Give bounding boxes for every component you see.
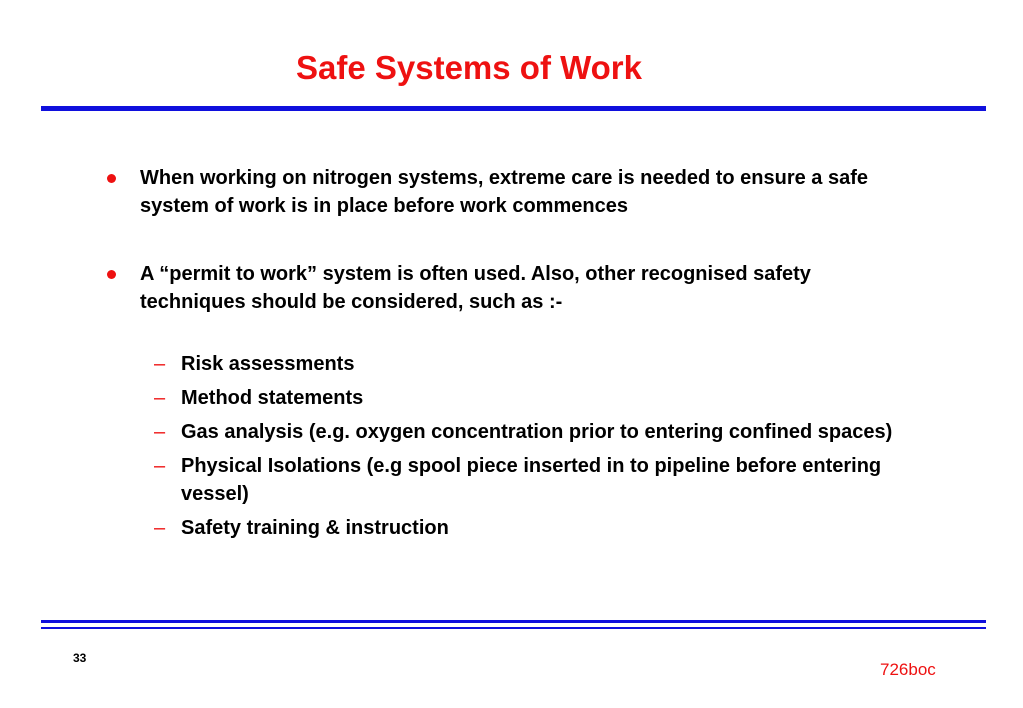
sub-item-text: Physical Isolations (e.g spool piece inserted in to pipeline before entering vessel) — [181, 455, 882, 505]
sub-list — [154, 350, 941, 548]
sub-list-item — [154, 384, 941, 412]
title-divider — [41, 106, 986, 111]
sub-list-item — [154, 452, 941, 508]
sub-item-text: Risk assessments — [181, 353, 355, 375]
sub-item-text: Gas analysis (e.g. oxygen concentration prior to entering confined spaces) — [181, 421, 893, 443]
sub-item-text: Safety training & instruction — [181, 517, 449, 539]
bullet-item — [140, 260, 900, 316]
bullet-text: When working on nitrogen systems, extreme care is needed to ensure a safe system of work is in place before work commences — [140, 167, 869, 217]
page-number: 33 — [73, 651, 87, 665]
dash-icon: – — [154, 517, 166, 539]
bullet-dot-icon — [107, 270, 116, 279]
slide-title: Safe Systems of Work — [295, 49, 643, 86]
dash-icon: – — [154, 421, 166, 443]
bullet-dot-icon — [107, 174, 116, 183]
footer-divider-top — [41, 620, 986, 623]
dash-icon: – — [154, 387, 166, 409]
dash-icon: – — [154, 455, 166, 477]
footer-code: 726boc — [880, 660, 936, 679]
bullet-item — [140, 164, 900, 220]
sub-list-item — [154, 418, 941, 446]
footer-divider-bottom — [41, 627, 986, 629]
bullet-text: A “permit to work” system is often used. Also, other recognised safety techniques should be considered, such as :- — [140, 263, 811, 313]
sub-list-item — [154, 350, 941, 378]
dash-icon: – — [154, 353, 166, 375]
sub-list-item — [154, 514, 941, 542]
sub-item-text: Method statements — [181, 387, 364, 409]
